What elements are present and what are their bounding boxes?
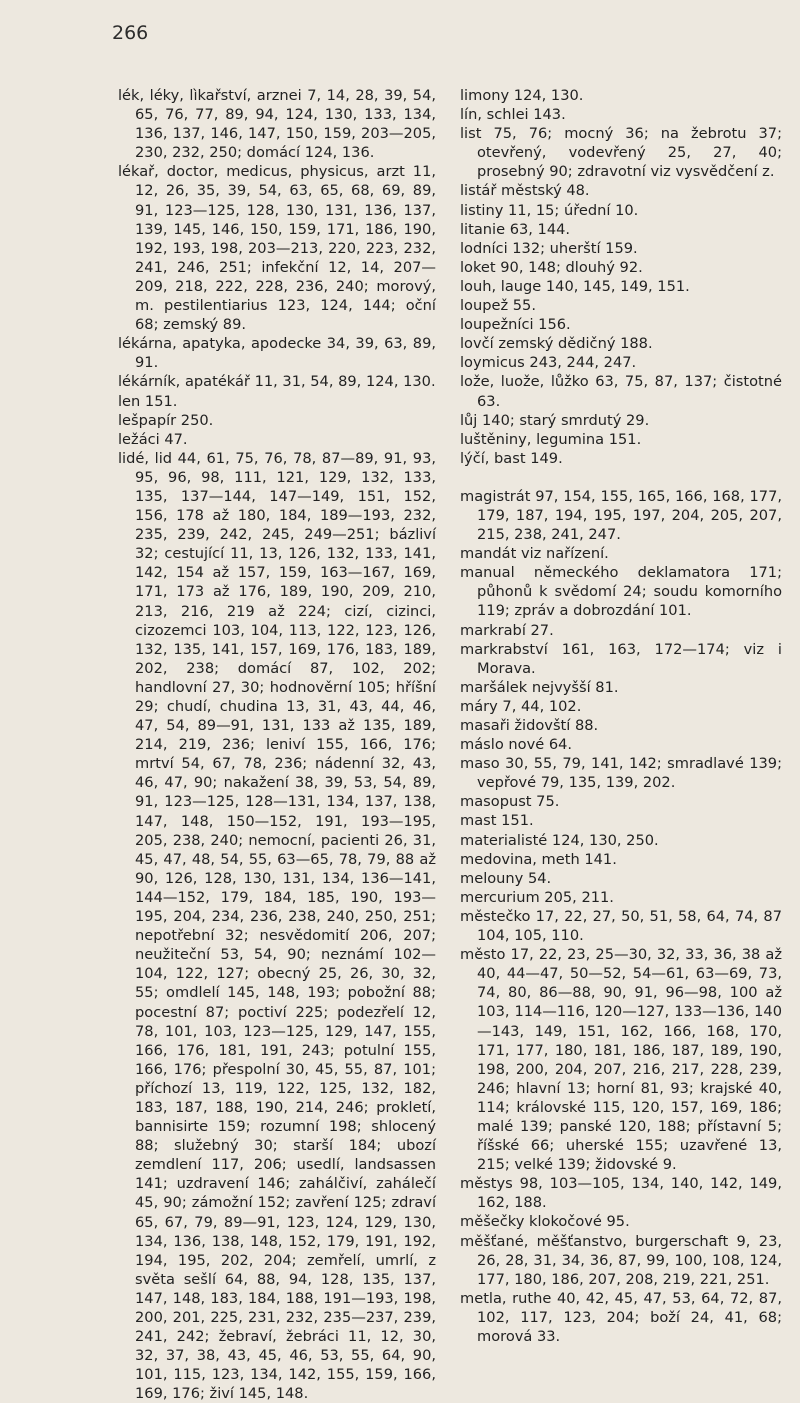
page-number: 266 — [112, 22, 149, 44]
letter-section-gap — [460, 468, 782, 487]
index-entry: markrabství 161, 163, 172—174; viz i Morava. — [460, 640, 782, 677]
index-entry: máslo nové 64. — [460, 736, 573, 754]
index-entry: loymicus 243, 244, 247. — [460, 354, 637, 372]
index-column-right — [460, 86, 782, 1346]
index-entry: luštěniny, legumina 151. — [460, 430, 642, 448]
index-entry: metla, ruthe 40, 42, 45, 47, 53, 64, 72, 87, 102, 117, 123, 204; boží 24, 41, 68; morová 33. — [460, 1289, 782, 1345]
index-entry: lín, schlei 143. — [460, 106, 566, 124]
index-entry: měšťané, měšťanstvo, burgerschaft 9, 23, 26, 28, 31, 34, 36, 87, 99, 100, 108, 124, 177, 180, 186, 207, 208, 219, 221, 251. — [460, 1232, 782, 1288]
index-entry: louh, lauge 140, 145, 149, 151. — [460, 277, 690, 295]
index-entry: medovina, meth 141. — [460, 850, 617, 868]
index-entry: lůj 140; starý smrdutý 29. — [460, 411, 650, 429]
index-entry: lože, luože, lůžko 63, 75, 87, 137; čistotné 63. — [460, 373, 782, 410]
index-entry: manual německého deklamatora 171; půhonů k svědomí 24; soudu komorního 119; zpráv a dobrozdání 101. — [460, 564, 782, 620]
index-entry: masopust 75. — [460, 793, 560, 811]
index-entry: litanie 63, 144. — [460, 220, 571, 238]
index-entry: maso 30, 55, 79, 141, 142; smradlavé 139; vepřové 79, 135, 139, 202. — [460, 755, 782, 792]
index-entry: maršálek nejvyšší 81. — [460, 678, 619, 696]
index-entry: loupež 55. — [460, 297, 536, 315]
index-entry: lýčí, bast 149. — [460, 449, 563, 467]
index-entry: listiny 11, 15; úřední 10. — [460, 201, 639, 219]
index-entry: městys 98, 103—105, 134, 140, 142, 149, 162, 188. — [460, 1175, 782, 1212]
index-entry: len 151. — [118, 392, 178, 410]
index-entry: lékař, doctor, medicus, physicus, arzt 11, 12, 26, 35, 39, 54, 63, 65, 68, 69, 89, 91, 123—125, 128, 130, 131, 136, 137, 139, 145, 146, 150, 159, 171, 186, 190, 192, 193, 198, 203—213, 220, 223, 232, 241, 246, 251; infekční 12, 14, 207—209, 218, 222, 228, 236, 240; morový, m. pestilentiarius 123, 124, 144; oční 68; zemský 89. — [118, 163, 436, 334]
index-entry: materialisté 124, 130, 250. — [460, 831, 659, 849]
index-entry: městečko 17, 22, 27, 50, 51, 58, 64, 74, 87 104, 105, 110. — [460, 907, 782, 945]
index-entry: měšečky klokočové 95. — [460, 1213, 630, 1231]
index-entry: loket 90, 148; dlouhý 92. — [460, 258, 643, 276]
index-entry: melouny 54. — [460, 869, 552, 887]
index-entry: limony 124, 130. — [460, 87, 584, 104]
index-entry: lék, léky, lìkařství, arznei 7, 14, 28, 39, 54, 65, 76, 77, 89, 94, 124, 130, 133, 134, 136, 137, 146, 147, 150, 159, 203—205, 230, 232, 250; domácí 124, 136. — [118, 87, 436, 162]
index-entry: lékárna, apatyka, apodecke 34, 39, 63, 89, 91. — [118, 335, 436, 372]
index-entry: lešpapír 250. — [118, 411, 214, 429]
index-entry: mandát viz nařízení. — [460, 545, 609, 563]
index-entry: list 75, 76; mocný 36; na žebrotu 37; otevřený, vodevřený 25, 27, 40; prosebný 90; zdravotní viz vysvědčení z. — [460, 125, 782, 181]
index-entry: lidé, lid 44, 61, 75, 76, 78, 87—89, 91, 93, 95, 96, 98, 111, 121, 129, 132, 133, 135, 137—144, 147—149, 151, 152, 156, 178 až 180, 184, 189—193, 232, 235, 239, 242, 245, 249—251; bázliví 32; cestující 11, 13, 126, 132, 133, 141, 142, 154 až 157, 159, 163—167, 169, 171, 173 až 176, 189, 190, 209, 210, 213, 216, 219 až 224; cizí, cizinci, cizozemci 103, 104, 113, 122, 123, 126, 132, 135, 141, 157, 169, 176, 183, 189, 202, 238; domácí 87, 102, 202; handlovní 27, 30; hodnověrní 105; hříšní 29; chudí, chudina 13, 31, 43, 44, 46, 47, 54, 89—91, 131, 133 až 135, 189, 214, 219, 236; leniví 155, 166, 176; mrtví 54, 67, 78, 236; nádenní 32, 43, 46, 47, 90; nakažení 38, 39, 53, 54, 89, 91, 123—125, 128—131, 134, 137, 138, 147, 148, 150—152, 191, 193—195, 205, 238, 240; nemocní, pacienti 26, 31, 45, 47, 48, 54, 55, 63—65, 78, 79, 88 až 90, 126, 128, 130, 131, 134, 136—141, 144—152, 179, 184, 185, 190, 193—195, 204, 234, 236, 238, 240, 250, 251; nepotřební 32; nesvědomití 206, 207; neužiteční 53, 54, 90; neznámí 102—104, 122, 127; obecný 25, 26, 30, 32, 55; omdlelí 145, 148, 193; pobožní 88; pocestní 87; poctiví 225; podezřelí 12, 78, 101, 103, 123—125, 129, 147, 155, 166, 176, 181, 191, 243; potulní 155, 166, 176; přespolní 30, 45, 55, 87, 101; příchozí 13, 119, 122, 125, 132, 182, 183, 187, 188, 190, 214, 246; prokletí, bannisirte 159; rozumní 198; shlocený 88; služebný 30; starší 184; ubozí zemdlení 117, 206; usedlí, landsassen 141; uzdravení 146; zahálčiví, zahálečí 45, 90; zámožní 152; zavření 125; zdraví 65, 67, 79, 89—91, 123, 124, 129, 130, 134, 136, 138, 148, 152, 179, 191, 192, 194, 195, 202, 204; zemřelí, umrlí, z světa sešlí 64, 88, 94, 128, 135, 137, 147, 148, 183, 184, 188, 191—193, 198, 200, 201, 225, 231, 232, 235—237, 239, 241, 242; žebraví, žebráci 11, 12, 30, 32, 37, 38, 43, 45, 46, 53, 55, 64, 90, 101, 115, 123, 134, 142, 155, 159, 166, 169, 176; živí 145, 148. — [118, 449, 436, 1403]
index-entry: máry 7, 44, 102. — [460, 697, 582, 715]
index-entry: markrabí 27. — [460, 621, 554, 639]
index-entry: mast 151. — [460, 812, 534, 830]
index-entry: magistrát 97, 154, 155, 165, 166, 168, 177, 179, 187, 194, 195, 197, 204, 205, 207, 215, 238, 241, 247. — [460, 487, 782, 544]
index-column-left — [118, 86, 436, 1403]
index-entry: lovčí zemský dědičný 188. — [460, 335, 653, 353]
index-entry: masaři židovští 88. — [460, 717, 599, 734]
index-entry: mercurium 205, 211. — [460, 888, 614, 906]
index-entry: loupežníci 156. — [460, 316, 571, 334]
index-entry: město 17, 22, 23, 25—30, 32, 33, 36, 38 až 40, 44—47, 50—52, 54—61, 63—69, 73, 74, 80, 86—88, 90, 91, 96—98, 100 až 103, 114—116, 120—127, 133—136, 140—143, 149, 151, 162, 166, 168, 170, 171, 177, 180, 181, 186, 187, 189, 190, 198, 200, 204, 207, 216, 217, 228, 239, 246; hlavní 13; horní 81, 93; krajské 40, 114; královské 115, 120, 157, 169, 186; malé 139; panské 120, 188; přístavní 5; říšské 66; uherské 155; uzavřené 13, 215; velké 139; židovské 9. — [460, 946, 782, 1174]
index-entry: listář městský 48. — [460, 182, 590, 200]
index-entry: lékárník, apatékář 11, 31, 54, 89, 124, 130. — [118, 373, 436, 391]
index-entry: lodníci 132; uherští 159. — [460, 239, 638, 257]
index-entry: ležáci 47. — [118, 430, 188, 448]
